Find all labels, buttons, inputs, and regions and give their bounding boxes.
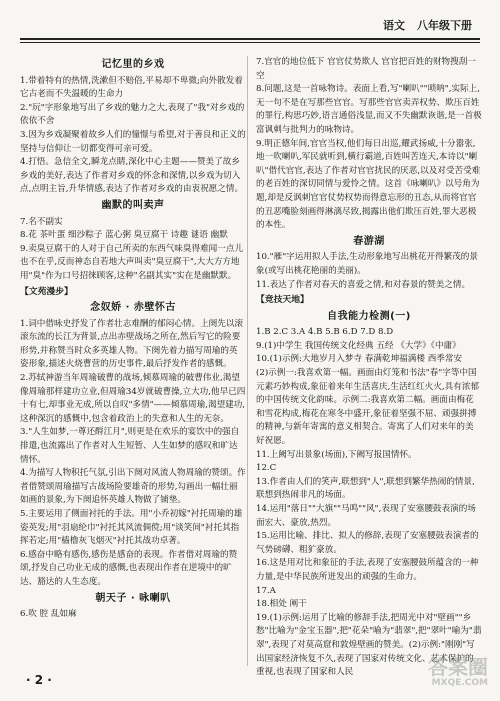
- page-number: · 2 ·: [26, 673, 52, 687]
- answer-item: 13.作者由人们的笑声,联想到"人",联想到繁华热闹的情景,联想到热闹非凡的场面。: [256, 476, 475, 501]
- answer-item: 11.表达了作者对春天的喜爱之情,和对春景的赞美之情。: [256, 279, 471, 290]
- answer-item: 7.官官的地位低下 官官仗势欺人 官官把百姓的财物搜刮一空: [256, 57, 476, 81]
- left-column: [20, 56, 246, 676]
- answer-item: 18.相处 阐干: [256, 599, 307, 610]
- watermark-text: 答案圈: [428, 655, 488, 679]
- answer-item: 17.A: [256, 585, 276, 596]
- answer-item: (2)示例一:我喜欢第一幅。画面由灯笼和书法"春"字等中国元素巧妙构成,象征着来年生活喜庆,生活红红火火,具有浓郁的中国传统文化韵味。示例二:我喜欢第二幅。画面由梅花和雪花构成,梅花在寒冬中盛开,象征着坚强不屈、顽强拼搏的精神,与新年寄寓的意义相契合。寄寓了人们对来年的美好祝愿。: [256, 368, 480, 447]
- answer-item: 1.B 2.C 3.A 4.B 5.B 6.D 7.D 8.D: [256, 327, 394, 338]
- section-title-xiangxi: 记忆里的乡戏: [101, 59, 165, 70]
- section-title-selftest: 自我能力检测(一): [327, 310, 411, 322]
- answer-item: 5.主要运用了侧面衬托的手法。用"小乔初嫁"衬托周瑜的雄姿英发;用"羽扇纶巾"衬托其风流倜傥;用"谈笑间"衬托其指挥若定;用"樯橹灰飞烟灭"衬托其战功卓著。: [20, 509, 243, 547]
- section-title-chibi: 念奴娇 · 赤壁怀古: [90, 302, 176, 314]
- answer-item: 8.问题,这是一首咏物诗。表面上看,写"喇叭""唢呐",实际上,无一句不是在写那些官官。写那些官官卖弄权势、欺压百姓的罪行,构思巧妙,语言通俗浅显,而又不失幽默诙谐,是一首极富讽刺与批判力的咏物诗。: [256, 84, 482, 135]
- answer-item: 10.(1)示例:大地岁月入梦寺 春满乾坤福满楼 西季常安: [256, 354, 463, 365]
- answer-item: 16.这是用对比和象征的手法,表现了安塞腰鼓所蕴含的一种力量,是中华民族所迸发出的顽强的生命力。: [256, 558, 479, 582]
- page-header: [0, 12, 500, 38]
- answer-item: 7.名不副实: [20, 216, 63, 227]
- section-title-jiaomai: 幽默的叫卖声: [101, 199, 165, 211]
- answer-item: 4.打悟。急信全文,瞬龙点睛,深化中心主题——赞美了故乡乡戏的美好,表达了作者对乡戏的怀念和深情,以乡戏为切入点,点明主旨,升华情感,表达了作者对乡戏的由衷祝愿之情。: [20, 157, 244, 195]
- answer-item: 9.(1)中学生 我国传统文化经典 五经 《大学》《中庸》: [256, 340, 461, 351]
- answer-item: 1.带着特有的热情,洗漱但不赔俗,平易却不卑微;向外散发着它古老而不失温暖的生命力: [20, 75, 243, 100]
- answer-item: 12.C: [256, 463, 277, 474]
- section-title-chunyou: 春游湖: [353, 235, 385, 247]
- section-title-laba: 朝天子 · 咏喇叭: [95, 592, 171, 604]
- answer-item: 9.明正德年间,官官当权,他们每日出巡,耀武扬威,十分嚣张,地一吹喇叭,军民就听到,横行霸道,百姓叫苦连天,本诗以"喇叭"借代官官,表达了作者对官官扰民的厌恶,以及对受苦受难的老百姓的深切同情与爱怜之情。这首《咏喇叭》以号角为题,却是反讽刺官官仗势权势而得意忘形的丑态,从而将官官的丑恶嘴脸刻画得淋漓尽致,揭露出他们欺压百姓,罪大恶极的本性。: [256, 138, 481, 231]
- section-bracket-reading: 【文苑漫步】: [20, 286, 73, 297]
- section-bracket-exam: 【竞技天地】: [256, 295, 309, 306]
- watermark-url: MXQE.COM: [431, 678, 488, 688]
- answer-item: 1.词中借咏史抒发了作者壮志难酬的郁闷心情。上阕先以滚滚东流的长江为背景,点出赤壁战场之所在,然后写它的险要形势,并称赞当时众多英雄人物。下阕先着力描写周瑜的英姿形象,描述火烧曹营的历史事件,最后抒发作者的感慨。: [20, 318, 244, 370]
- grade-label: 八年级下册: [417, 19, 472, 32]
- answer-item: 4.为描写人物积托气氛,引出下阕对风流人物周瑜的赞颂。作者借赞颂周瑜描写古战场险要雄奇的形势,勾画出一幅壮丽如画的景象,为下阕追怀英雄人物做了铺垫。: [20, 468, 246, 506]
- answer-item: 9.卖臭豆腐干的人对于自己所卖的东西气味臭得难闻一点儿也不在乎,反而神态自若地大声叫卖"臭豆腐干",大大方方地用"臭"作为口号招徕顾客,这种"名副其实"实在是幽默默。: [20, 243, 244, 281]
- answer-item: 19.(1)示例:运用了比喻的修辞手法,把周光中对"壁画""乡愁"比喻为"金宝玉器",把"花朵"喻为"翡翠",把"翠叶"喻为"翡翠",表现了对莫高窟和敦煌壁画的赞美。(2)示例:"刚刚"写出国家经济恢复不久,表现了国家对传统文化、艺术保护的重视,也表现了国家和人民: [256, 612, 482, 676]
- answer-item: 6.感奋中略有感伤,感伤是感奋的表现。作者借对周瑜的赞颂,抒发自己功业无成的感慨,也表现出作者在逆境中的旷达、豁达的人生态度。: [20, 549, 238, 587]
- answer-item: 3.因为乡戏凝聚着故乡人们的憧憬与希望,对于善良和正义的坚持与信仰让一切都变得可亲可爱。: [20, 129, 246, 154]
- answer-item: 2."玩"字形象地写出了乡戏的魅力之大,表现了"我"对乡戏的依依不舍: [20, 102, 245, 127]
- column-divider: [247, 56, 248, 666]
- header-rule: [20, 38, 480, 43]
- right-column: [256, 56, 482, 676]
- answer-item: 2.苏轼神游当年周瑜破曹的战场,倾慕周瑜的破曹伟业,渴望像周瑜那样建功立业,但周瑜34岁就破曹操,立大功,他早已四十有七,却事业无成,所以自叹"多情"——倾慕周瑜,渴望建功,这种深沉的感慨中,包含着政治上的失意和人生的无奈。: [20, 373, 246, 424]
- answer-item: 3."人生如梦,一尊还酹江月",则更是在欢乐的宴饮中的强自排遣,也流露出了作者对人生短暂、人生如梦的感叹和旷达情怀。: [20, 427, 240, 465]
- subject-label: 语文: [383, 19, 405, 32]
- answer-item: 14.运用"落日""大旗""马鸣""风",表现了安塞腰鼓表演的场面宏大、豪放,热烈。: [256, 504, 476, 528]
- watermark-logo: [392, 657, 488, 693]
- answer-item: 11.上阙写出景象(场面),下阙写报国情怀。: [256, 449, 417, 460]
- answer-item: 6.吹 腔 乱如麻: [20, 609, 77, 620]
- answer-item: 8.花 茶叶蛋 细沙粽子 蓝心粥 臭豆腐干 诗趣 谜语 幽默: [20, 230, 228, 241]
- answer-item: 10."雁"字运用拟人手法,生动形象地写出桃花开得繁茂的景象(或写出桃花艳丽的美丽)。: [256, 252, 478, 276]
- answer-item: 15.运用比喻、排比、拟人的修辞,表现了安塞腰鼓表演者的气势磅礴、粗犷豪放。: [256, 531, 479, 555]
